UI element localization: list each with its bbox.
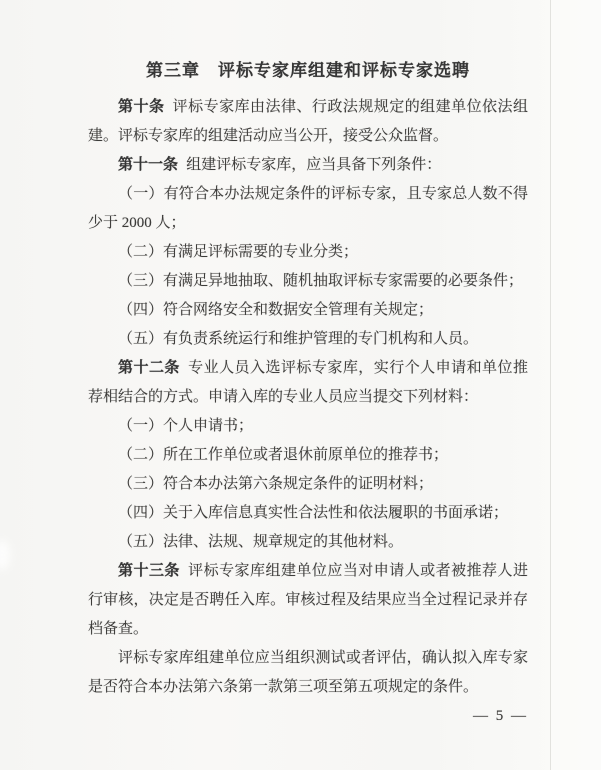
paragraph-text: （五）法律、法规、规章规定的其他材料。 [118, 534, 404, 550]
paragraph-article-12 [88, 354, 528, 412]
paragraph-text: （二）有满足评标需要的专业分类； [118, 244, 359, 260]
paragraph-article-13 [88, 557, 528, 644]
chapter-title: 第三章 评标专家库组建和评标专家选聘 [146, 61, 470, 80]
paragraph-text: （一）个人申请书； [118, 418, 254, 434]
article-number: 第十二条 [118, 360, 180, 376]
article-number: 第十一条 [118, 157, 179, 173]
paragraph-text: （四）关于入库信息真实性合法性和依法履职的书面承诺； [118, 505, 509, 521]
paragraph-text: 评标专家库组建单位应当组织测试或者评估，确认拟入库专家是否符合本办法第六条第一款第三项至第五项规定的条件。 [88, 650, 528, 695]
list-item [88, 499, 528, 528]
list-item [88, 267, 528, 296]
paragraph-text: 评标专家库组建单位应当对申请人或者被推荐人进行审核，决定是否聘任入库。审核过程及结果应当全过程记录并存档备查。 [88, 563, 528, 637]
paragraph [88, 644, 528, 702]
list-item [88, 296, 528, 325]
paragraph-text: （二）所在工作单位或者退休前原单位的推荐书； [118, 447, 449, 463]
list-item [88, 412, 528, 441]
article-number: 第十条 [118, 99, 165, 115]
document-body [88, 93, 528, 702]
list-item [88, 528, 528, 557]
paragraph-text: 组建评标专家库，应当具备下列条件： [186, 157, 442, 173]
scan-smudge-artifact [0, 540, 10, 570]
paragraph-text: （一）有符合本办法规定条件的评标专家，且专家总人数不得少于 2000 人； [88, 186, 528, 231]
list-item [88, 470, 528, 499]
paragraph-article-10 [88, 93, 528, 151]
paragraph-article-11 [88, 151, 528, 180]
list-item [88, 238, 528, 267]
paragraph-text: 专业人员入选评标专家库，实行个人申请和单位推荐相结合的方式。申请入库的专业人员应当提交下列材料： [88, 360, 528, 405]
paragraph-text: （四）符合网络安全和数据安全管理有关规定； [118, 302, 434, 318]
paragraph-text: 评标专家库由法律、行政法规规定的组建单位依法组建。评标专家库的组建活动应当公开，接受公众监督。 [88, 99, 528, 144]
page-number: — 5 — [473, 708, 528, 724]
paragraph-text: （三）有满足异地抽取、随机抽取评标专家需要的必要条件； [118, 273, 524, 289]
paragraph-text: （五）有负责系统运行和维护管理的专门机构和人员。 [118, 331, 479, 347]
scan-edge-strip [551, 0, 601, 770]
paragraph-text: （三）符合本办法第六条规定条件的证明材料； [118, 476, 434, 492]
article-number: 第十三条 [118, 563, 180, 579]
list-item [88, 325, 528, 354]
list-item [88, 441, 528, 470]
scan-edge-line [550, 0, 551, 770]
list-item [88, 180, 528, 238]
